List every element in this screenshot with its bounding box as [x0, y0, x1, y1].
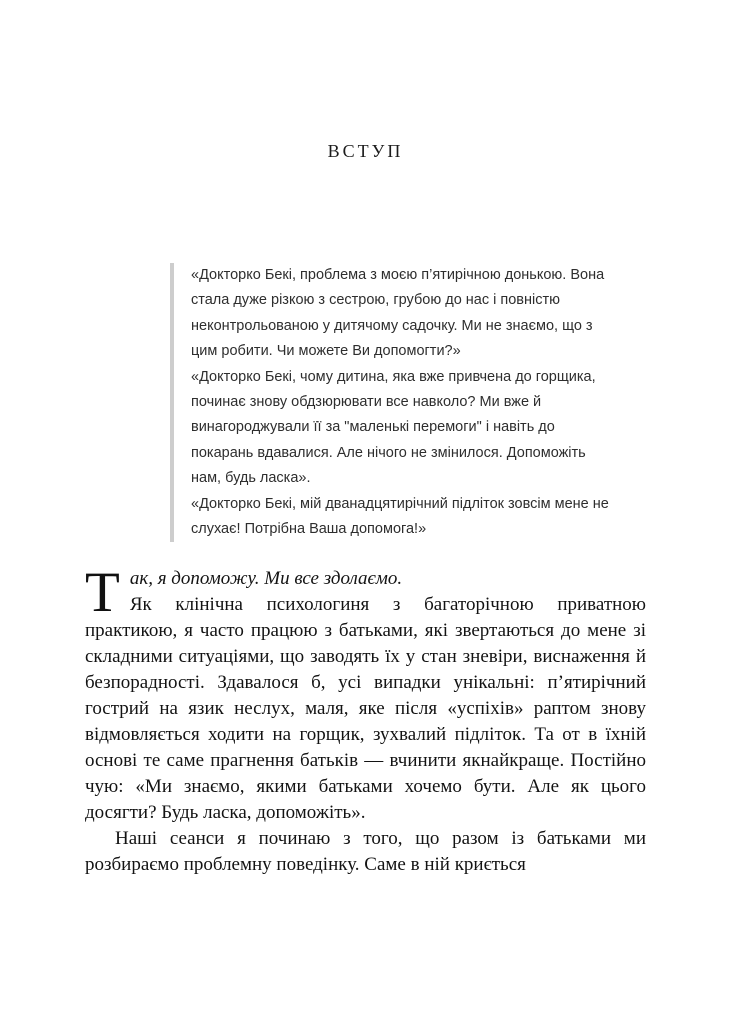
drop-cap: Т [85, 561, 120, 624]
quote-block [170, 263, 618, 542]
quote-paragraph-3: «Докторко Бекі, мій дванадцятирічний підліток зовсім мене не слухає! Потрібна Ваша допомога!» [191, 495, 609, 538]
opening-paragraph [85, 561, 646, 826]
quote-text [191, 263, 614, 542]
quote-paragraph-2: «Докторко Бекі, чому дитина, яка вже привчена до горщика, починає знову обдзюрювати все навколо? Ми вже й винагороджували її за "маленькі перемоги" і навіть до покарань вдавалися. Але нічого не змінилося. Допоможіть нам, будь ласка». [191, 368, 596, 487]
quote-left-bar [170, 263, 174, 542]
body-text [85, 561, 646, 878]
paragraph-2: Наші сеанси я починаю з того, що разом із батьками ми розбираємо проблемну поведінку. Саме в ній криється [85, 828, 646, 875]
chapter-title: ВСТУП [327, 141, 404, 161]
paragraph-1: Як клінічна психологиня з багаторічною приватною практикою, я часто працюю з батьками, які звертаються до мене зі складними ситуаціями, що заводять їх у стан зневіри, виснаження й безпорадності. Здавалося б, усі випадки унікальні: п’ятирічний гострий на язик неслух, маля, яке після «успіхів» раптом знову відмовляється ходити на горщик, зухвалий підліток. Та от в їхній основі те саме прагнення батьків — вчинити якнайкраще. Постійно чую: «Ми знаємо, якими батьками хочемо бути. Але як цього досягти? Будь ласка, допоможіть». [85, 594, 646, 823]
quote-paragraph-1: «Докторко Бекі, проблема з моєю п’ятирічною донькою. Вона стала дуже різкою з сестрою, грубою до нас і повністю неконтрольованою у дитячому садочку. Ми не знаємо, що з цим робити. Чи можете Ви допомогти?» [191, 267, 605, 360]
lead-italic-sentence: ак, я допоможу. Ми все здолаємо. [129, 568, 403, 589]
